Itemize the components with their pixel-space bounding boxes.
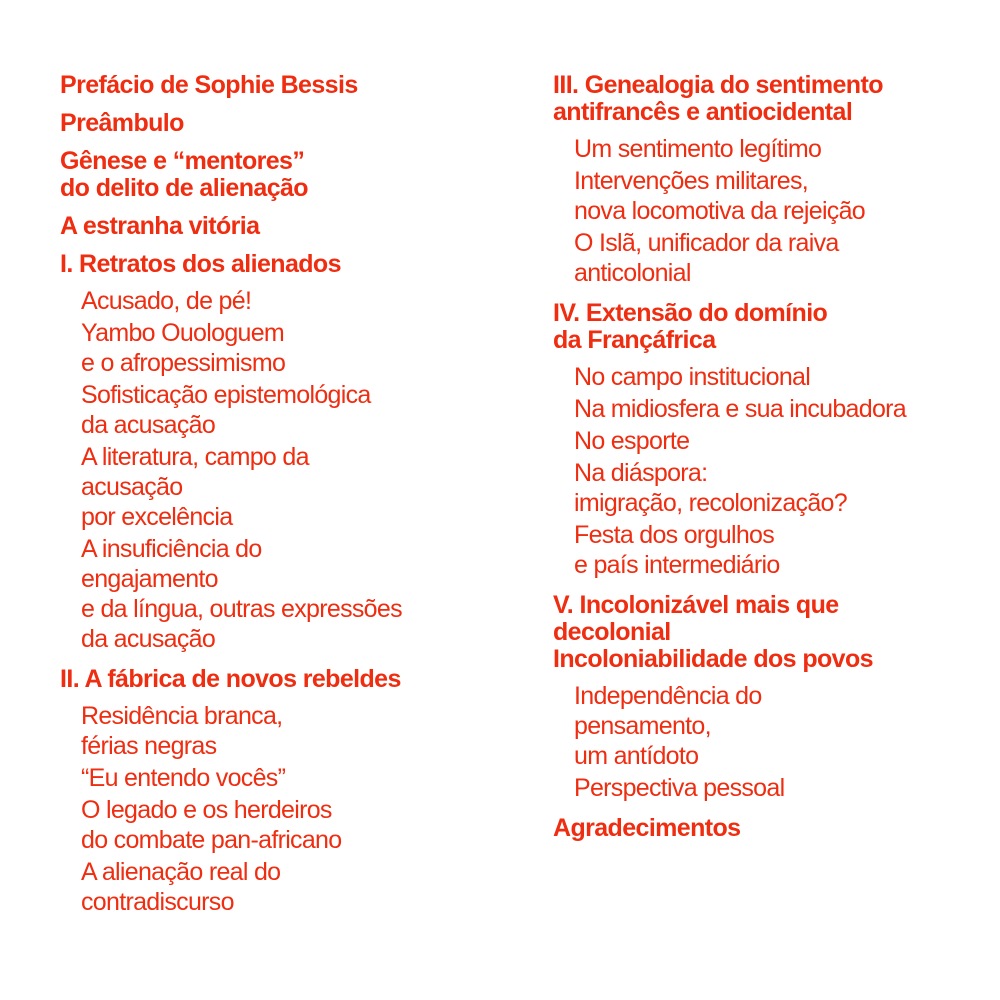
toc-item: O legado e os herdeiros do combate pan-africano xyxy=(81,796,342,854)
toc-heading-preambulo: Preâmbulo xyxy=(60,109,184,137)
toc-part-4-title: IV. Extensão do domínio da Françáfrica xyxy=(553,299,828,354)
toc-item: A alienação real do contradiscurso xyxy=(81,858,281,916)
toc-item: A insuficiência do engajamento e da língua, outras expressões da acusação xyxy=(81,535,402,653)
toc-item: Independência do pensamento, um antídoto xyxy=(574,682,762,770)
toc-item: Na midiosfera e sua incubadora xyxy=(574,395,906,423)
toc-item: Acusado, de pé! xyxy=(81,287,252,315)
toc-item: Um sentimento legítimo xyxy=(574,135,822,163)
toc-item: No campo institucional xyxy=(574,363,811,391)
toc-part-1-title: I. Retratos dos alienados xyxy=(60,250,341,278)
toc-item: Festa dos orgulhos e país intermediário xyxy=(574,521,780,579)
toc-item: Sofisticação epistemológica da acusação xyxy=(81,381,371,439)
toc-part-2-list xyxy=(81,701,500,917)
toc-heading-agradecimentos: Agradecimentos xyxy=(553,814,741,842)
toc-item: “Eu entendo vocês” xyxy=(81,764,286,792)
toc-part-2-title: II. A fábrica de novos rebeldes xyxy=(60,665,401,693)
toc-part-1-list xyxy=(81,286,500,654)
toc-item: Intervenções militares, nova locomotiva da rejeição xyxy=(574,167,865,225)
toc-left-column xyxy=(60,72,500,929)
toc-item: A literatura, campo da acusação por excelência xyxy=(81,443,309,531)
toc-part-5-list xyxy=(574,681,993,803)
toc-item: O Islã, unificador da raiva anticolonial xyxy=(574,229,839,287)
toc-right-column xyxy=(553,72,993,853)
toc-heading-vitoria: A estranha vitória xyxy=(60,212,260,240)
toc-item: Perspectiva pessoal xyxy=(574,774,785,802)
toc-part-3-title: III. Genealogia do sentimento antifrancês e antiocidental xyxy=(553,71,883,126)
toc-item: Na diáspora: imigração, recolonização? xyxy=(574,459,847,517)
toc-item: No esporte xyxy=(574,427,690,455)
toc-item: Residência branca, férias negras xyxy=(81,702,283,760)
toc-heading-prefacio: Prefácio de Sophie Bessis xyxy=(60,71,358,99)
toc-part-3-list xyxy=(574,134,993,288)
toc-part-4-list xyxy=(574,362,993,580)
toc-part-5-title: V. Incolonizável mais que decolonial Incoloniabilidade dos povos xyxy=(553,591,873,673)
toc-item: Yambo Ouologuem e o afropessimismo xyxy=(81,319,286,377)
toc-heading-genese: Gênese e “mentores” do delito de alienação xyxy=(60,147,308,202)
